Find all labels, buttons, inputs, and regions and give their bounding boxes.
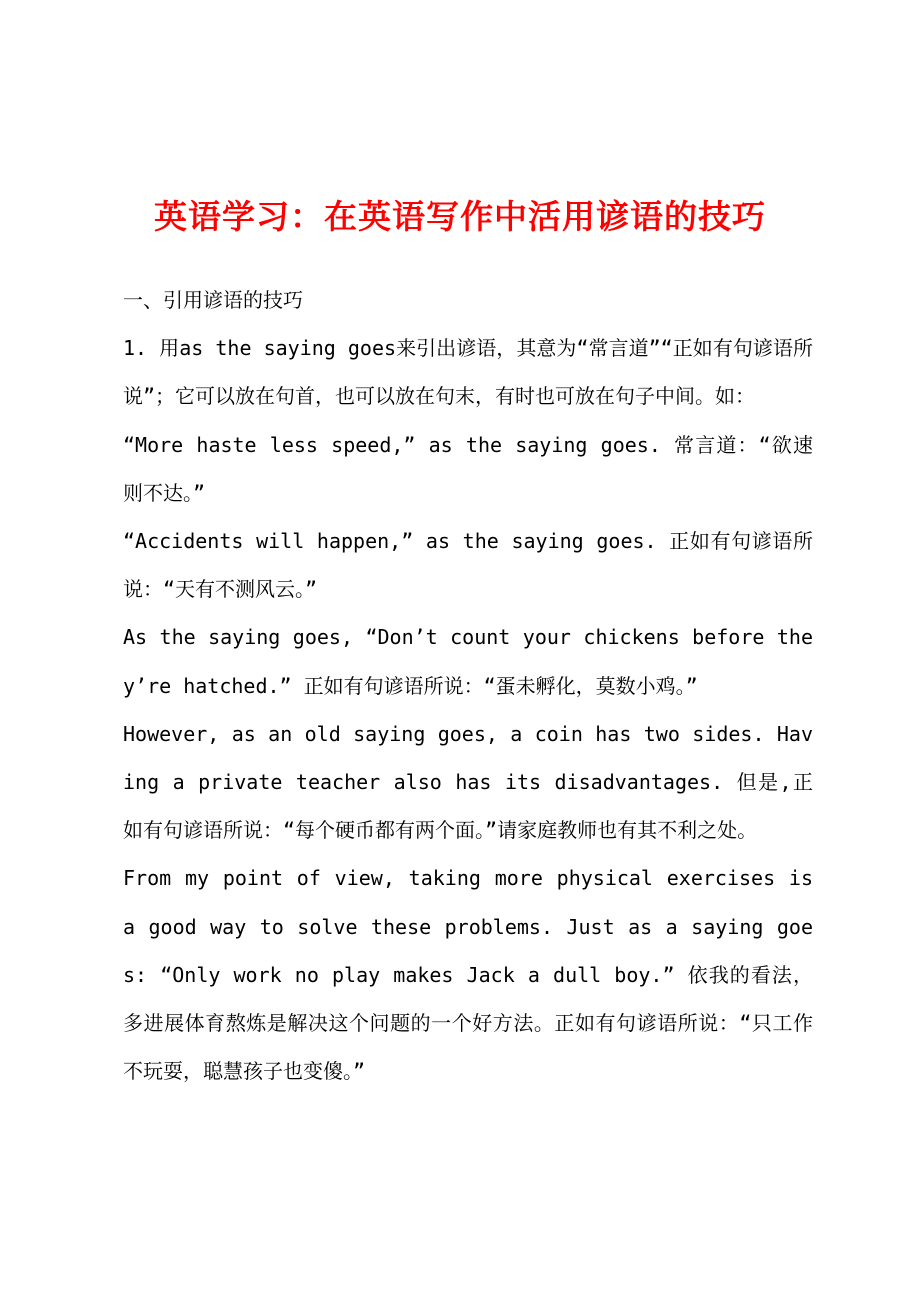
example-sentence: As the saying goes, “Don’t count your chickens before they’re hatched.” 正如有句谚语所说：“蛋未孵化，莫数小鸡。” [123,625,813,698]
section-heading: 一、引用谚语的技巧 [123,288,303,312]
document-title: 英语学习：在英语写作中活用谚语的技巧 [154,197,766,236]
example-sentence: “More haste less speed,” as the saying goes. 常言道：“欲速则不达。” [123,432,813,505]
example-sentence: “Accidents will happen,” as the saying goes. 正如有句谚语所说：“天有不测风云。” [123,529,813,602]
paragraph: 1. 用as the saying goes来引出谚语，其意为“常言道”“正如有句谚语所说”；它可以放在句首，也可以放在句末，有时也可放在句子中间。如： [123,336,813,409]
example-sentence: From my point of view, taking more physical exercises is a good way to solve these problems. Just as a saying goes: “Only work no play makes Jack a dull boy.” 依我的看法，多进展体育熬炼是解决这个问题的一个好方法。正如有句谚语所说：“只工作不玩耍，聪慧孩子也变傻。” [123,866,813,1084]
example-sentence: However, as an old saying goes, a coin has two sides. Having a private teacher also has its disadvantages. 但是,正如有句谚语所说：“每个硬币都有两个面。”请家庭教师也有其不利之处。 [123,721,813,843]
document-body [123,276,813,1095]
